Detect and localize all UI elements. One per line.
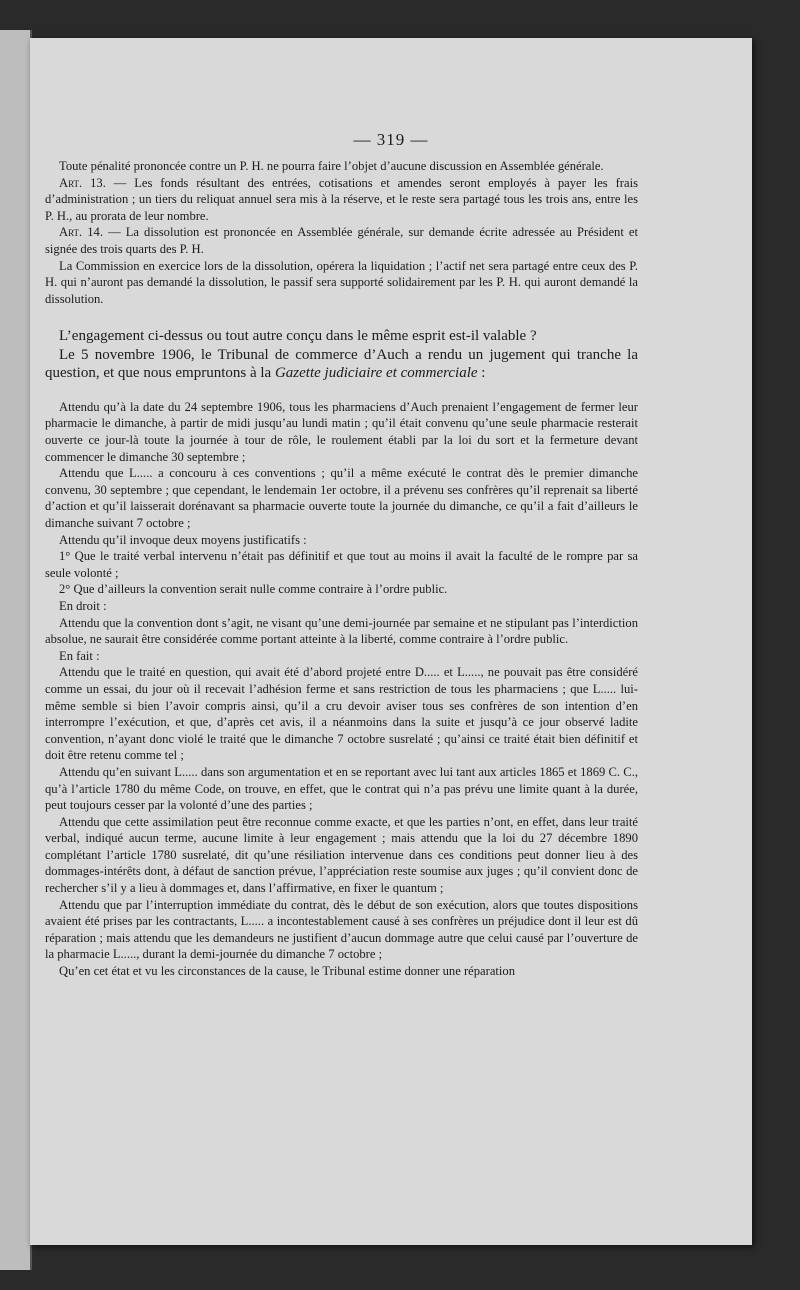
book-page: [30, 38, 752, 1245]
journal-title: Gazette judiciaire et commerciale: [274, 365, 478, 382]
intro-question: L’engagement ci-dessus ou tout autre conçu dans le même esprit est-il valable ?: [59, 328, 537, 345]
judgment-paragraph: Attendu qu’en suivant L..... dans son argumentation et en se reportant avec lui tant aux articles 1865 et 1869 C. C., qu’à l’article 1780 du même Code, on trouve, en effet, que le contrat qui n’a pas prévu une limite quant à la durée, peut toujours cesser par la volonté d’une des parties ;: [45, 764, 638, 813]
judgment-section: [45, 399, 638, 980]
article-label: Art. 13.: [59, 175, 106, 190]
adjacent-page-edge: [0, 30, 32, 1270]
statute-paragraph: La Commission en exercice lors de la dissolution, opérera la liquidation ; l’actif net sera partagé entre ceux des P. H. qui n’auront pas demandé la dissolution, le passif sera supporté solidairement par les P. H. qui auront demandé la dissolution.: [45, 258, 638, 306]
judgment-paragraph: Attendu qu’il invoque deux moyens justificatifs :: [59, 532, 307, 547]
judgment-paragraph: Attendu que cette assimilation peut être reconnue comme exacte, et que les parties n’ont, en effet, dans leur traité verbal, indiqué aucun terme, aucune limite à leur engagement ; mais attendu que la loi du 27 décembre 1890 complétant l’article 1780 susrelaté, dit qu’une résiliation intervenue dans ces conditions peut donner lieu à des dommages-intérêts dont, à défaut de sanction prévue, l’appréciation reste soumise aux juges ; qu’il convient donc de rechercher s’il y a lieu à dommages et, dans l’affirmative, en fixer le quantum ;: [45, 814, 638, 896]
judgment-heading: En fait :: [59, 648, 100, 663]
intro-section: [45, 327, 638, 383]
judgment-paragraph: Qu’en cet état et vu les circonstances de la cause, le Tribunal estime donner une réparation: [59, 964, 516, 979]
judgment-paragraph: Attendu que le traité en question, qui avait été d’abord projeté entre D..... et L....., ne pouvait pas être considéré comme un essai, du jour où il recevait l’adhésion ferme et sans restriction de tous les pharmaciens ; que L..... lui-même semble si bien l’avoir compris ainsi, qu’il a cru devoir aviser tous ses confrères de son intention d’en interrompre l’exécution, et que, d’après cet avis, il a néanmoins dans la suite et jusqu’à ce jour observé ladite convention, n’ayant donc violé le traité que le dimanche 7 octobre susrelaté ; qu’ainsi ce traité était bien définitif et doit être retenu comme tel ;: [45, 665, 638, 763]
judgment-paragraph: 1° Que le traité verbal intervenu n’était pas définitif et que tout au moins il avait la faculté de le rompre par sa seule volonté ;: [45, 549, 638, 580]
judgment-paragraph: Attendu que la convention dont s’agit, ne visant qu’une demi-journée par semaine et ne stipulant pas l’interdiction absolue, ne saurait être considérée comme portant atteinte à la liberté, comme contraire à l’ordre public.: [45, 615, 638, 647]
page-content: [45, 158, 638, 980]
judgment-heading: En droit :: [59, 598, 107, 613]
statute-paragraph: Toute pénalité prononcée contre un P. H. ne pourra faire l’objet d’aucune discussion en Assemblée générale.: [59, 159, 604, 173]
intro-statement: Le 5 novembre 1906, le Tribunal de commerce d’Auch a rendu un jugement qui tranche la question, et que nous empruntons à la Gazette judiciaire et commerciale :: [45, 346, 638, 382]
article-label: Art. 14.: [59, 225, 104, 240]
judgment-paragraph: Attendu que L..... a concouru à ces conventions ; qu’il a même exécuté le contrat dès le premier dimanche convenu, 30 septembre ; que cependant, le lendemain 1er octobre, il a prévenu ses confrères qu’il reprenait sa liberté d’action et qu’il laisserait dorénavant sa pharmacie ouverte toute la journée du dimanche, ce qu’il a fait d’ailleurs le dimanche suivant 7 octobre ;: [45, 466, 638, 530]
statute-section: [45, 158, 638, 307]
judgment-paragraph: Attendu qu’à la date du 24 septembre 1906, tous les pharmaciens d’Auch prenaient l’engagement de fermer leur pharmacie le dimanche, à partir de midi jusqu’au lundi matin ; qu’il était convenu qu’une seule pharmacie resterait ouverte ce jour-là toute la journée à tour de rôle, le roulement établi par la loi du sort et la fermeture devant commencer le dimanche 30 septembre ;: [45, 399, 638, 464]
judgment-paragraph: 2° Que d’ailleurs la convention serait nulle comme contraire à l’ordre public.: [59, 582, 448, 597]
judgment-paragraph: Attendu que par l’interruption immédiate du contrat, dès le début de son exécution, alors que toutes dispositions avaient été prises par les contractants, L..... a incontestablement causé à ses confrères un préjudice dont il leur est dû réparation ; mais attendu que les demandeurs ne justifient d’aucun dommage autre que celui causé par l’ouverture de la pharmacie L....., durant la demi-journée du dimanche 7 octobre ;: [45, 897, 638, 962]
page-number: — 319 —: [353, 130, 429, 149]
statute-article-14: Art. 14. — La dissolution est prononcée en Assemblée générale, sur demande écrite adressée au Président et signée des trois quarts des P. H.: [45, 225, 638, 256]
statute-article-13: Art. 13. — Les fonds résultant des entrées, cotisations et amendes seront employés à payer les frais d’administration ; un tiers du reliquat annuel sera mis à la réserve, et le reste sera partagé tous les trois ans, entre les P. H., au prorata de leur nombre.: [45, 175, 638, 223]
